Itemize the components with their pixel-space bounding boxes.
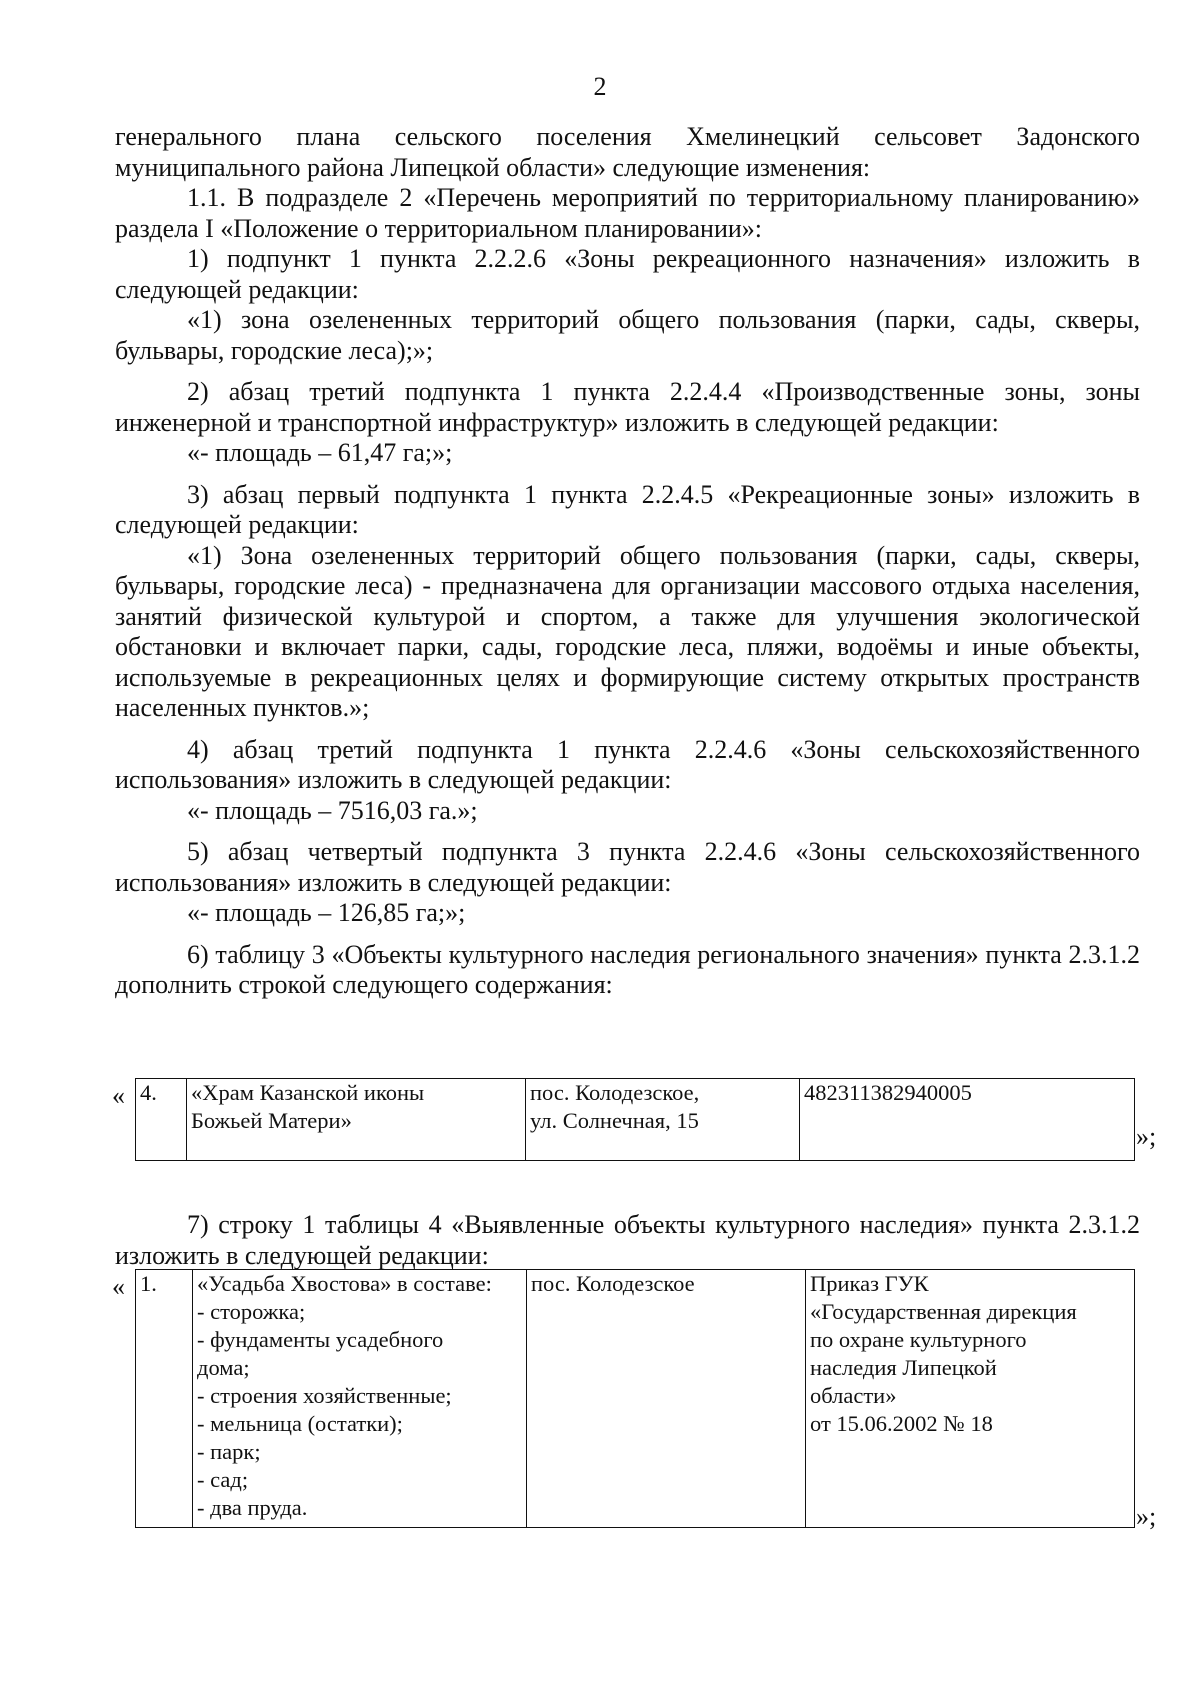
table-row — [136, 1079, 1135, 1161]
table-cell-number: 4. — [136, 1079, 187, 1161]
table-cell-location: пос. Колодезское — [527, 1270, 806, 1528]
table-cell-location: пос. Колодезское, ул. Солнечная, 15 — [526, 1079, 800, 1161]
paragraph: 6) таблицу 3 «Объекты культурного наследия регионального значения» пункта 2.3.1.2 дополнить строкой следующего содержания: — [115, 939, 1140, 999]
table-cell-name: «Усадьба Хвостова» в составе: - сторожка; - фундаменты усадебного дома; - строения хозяйственные; - мельница (остатки); - парк; - сад; - два пруда. — [193, 1270, 527, 1528]
table1-open-quote: « — [112, 1081, 125, 1110]
table-cell-registry-number: 482311382940005 — [800, 1079, 1135, 1161]
paragraph: 5) абзац четвертый подпункта 3 пункта 2.2.4.6 «Зоны сельскохозяйственного использования» изложить в следующей редакции: — [115, 837, 1140, 897]
paragraph: «1) зона озелененных территорий общего пользования (парки, сады, скверы, бульвары, городские леса);»; — [115, 305, 1140, 365]
paragraph: 4) абзац третий подпункта 1 пункта 2.2.4.6 «Зоны сельскохозяйственного использования» изложить в следующей редакции: — [115, 734, 1140, 794]
table-cell-document: Приказ ГУК «Государственная дирекция по охране культурного наследия Липецкой области» от 15.06.2002 № 18 — [806, 1270, 1135, 1528]
paragraph: 1) подпункт 1 пункта 2.2.2.6 «Зоны рекреационного назначения» изложить в следующей редакции: — [115, 244, 1140, 304]
table2-close-quote: »; — [1136, 1502, 1157, 1531]
table-cell-name: «Храм Казанской иконы Божьей Матери» — [187, 1079, 526, 1161]
table1 — [135, 1078, 1135, 1161]
paragraph: 3) абзац первый подпункта 1 пункта 2.2.4.5 «Рекреационные зоны» изложить в следующей редакции: — [115, 479, 1140, 539]
paragraph: 2) абзац третий подпункта 1 пункта 2.2.4.4 «Производственные зоны, зоны инженерной и транспортной инфраструктур» изложить в следующей редакции: — [115, 377, 1140, 437]
body-text-middle — [115, 1210, 1140, 1271]
paragraph: «- площадь – 7516,03 га.»; — [187, 795, 478, 825]
paragraph: «1) Зона озелененных территорий общего пользования (парки, сады, скверы, бульвары, городские леса) - предназначена для организации массового отдыха населения, занятий физической культурой и спортом, а также для улучшения экологической обстановки и включает парки, сады, городские леса, пляжи, водоёмы и иные объекты, используемые в рекреационных целях и формирующие систему открытых пространств населенных пунктов.»; — [115, 540, 1140, 722]
paragraph: «- площадь – 126,85 га;»; — [187, 898, 466, 927]
paragraph: 7) строку 1 таблицы 4 «Выявленные объекты культурного наследия» пункта 2.3.1.2 изложить в следующей редакции: — [115, 1210, 1140, 1270]
table2-open-quote: « — [112, 1272, 125, 1301]
body-text-top — [115, 122, 1140, 1001]
table-cell-number: 1. — [136, 1270, 193, 1528]
table2 — [135, 1269, 1135, 1528]
paragraph: 1.1. В подразделе 2 «Перечень мероприятий по территориальному планированию» раздела I «Положение о территориальном планировании»: — [115, 183, 1140, 243]
page-number: 2 — [593, 72, 607, 101]
paragraph: генерального плана сельского поселения Хмелинецкий сельсовет Задонского муниципального района Липецкой области» следующие изменения: — [115, 122, 1140, 182]
table1-close-quote: »; — [1136, 1122, 1157, 1151]
paragraph: «- площадь – 61,47 га;»; — [187, 438, 453, 467]
table-row — [136, 1270, 1135, 1528]
